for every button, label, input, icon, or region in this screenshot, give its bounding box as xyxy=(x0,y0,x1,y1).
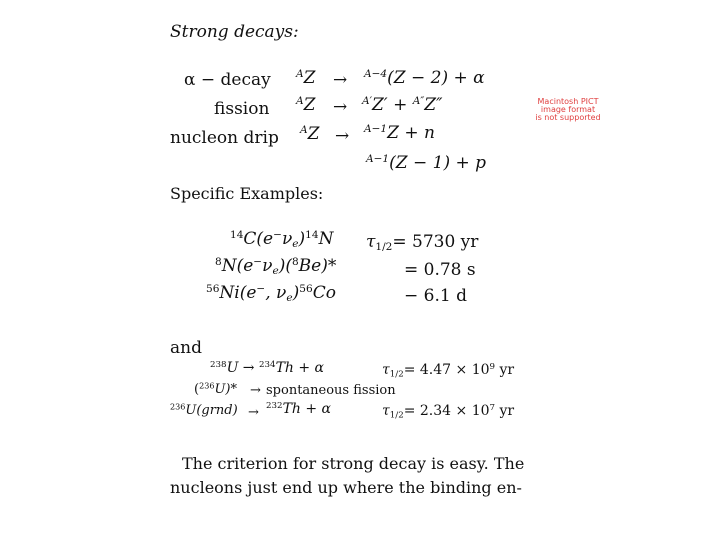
spontaneous-fission-text: spontaneous fission xyxy=(266,383,396,398)
paragraph-line: nucleons just end up where the binding en- xyxy=(170,478,522,497)
decay-parent-alpha: $^A$Z xyxy=(296,68,316,88)
decay-product-alpha: $^{A-4}$(Z − 2) + α xyxy=(364,68,485,88)
arrow-icon: → xyxy=(333,97,348,117)
example-c14: $^{14}C(e^-\nu_e)^{14}N$ xyxy=(230,229,334,251)
heading-strong-decays: Strong decays: xyxy=(170,22,299,42)
arrow-icon: → xyxy=(248,405,259,420)
paragraph-line: The criterion for strong decay is easy. The xyxy=(182,454,525,473)
decay-label-nucleon-drip: nucleon drip xyxy=(170,128,279,148)
decay-parent-fission: $^A$Z xyxy=(296,95,316,115)
example-u236-ground: $^{236}$U(grnd) xyxy=(170,402,238,418)
example-u236-excited: ($^{236}$U)* xyxy=(194,381,237,397)
arrow-icon: → xyxy=(250,383,261,398)
decay-label-alpha: α − decay xyxy=(184,70,271,90)
halflife-u238: $\tau_{1/2}= 4.47 \times 10^9$ yr xyxy=(382,362,515,380)
decay-label-fission: fission xyxy=(214,99,270,119)
arrow-icon: → xyxy=(335,126,350,146)
and-text: and xyxy=(170,338,202,358)
decay-parent-drip: $^A$Z xyxy=(300,124,320,144)
decay-product-drip: $^{A-1}$Z + n xyxy=(364,123,435,143)
example-ni56: $^{56}$Ni(e−, $\nu_e)^{56}Co$ xyxy=(206,283,336,305)
example-th232: $^{232}$Th + α xyxy=(266,401,332,417)
heading-specific-examples: Specific Examples: xyxy=(170,184,324,203)
arrow-icon: → xyxy=(333,70,348,90)
example-u238: $^{238}$U → $^{234}$Th + α xyxy=(210,360,325,376)
halflife-n8: = 0.78 s xyxy=(404,260,476,280)
decay-product-fission: $^{A'}$Z′ + $^{A''}$Z″ xyxy=(362,95,443,115)
halflife-c14: $\tau_{1/2}= 5730$ yr xyxy=(366,232,479,254)
halflife-ni56: − 6.1 d xyxy=(404,286,467,306)
halflife-u236: $\tau_{1/2}= 2.34 \times 10^7$ yr xyxy=(382,403,515,421)
unsupported-image-notice: Macintosh PICT image format is not supported xyxy=(535,97,601,122)
decay-product-drip-proton: $^{A-1}$(Z − 1) + p xyxy=(366,153,487,173)
example-n8: $^8N(e^-\nu_e)(^8Be)*$ xyxy=(215,256,337,278)
